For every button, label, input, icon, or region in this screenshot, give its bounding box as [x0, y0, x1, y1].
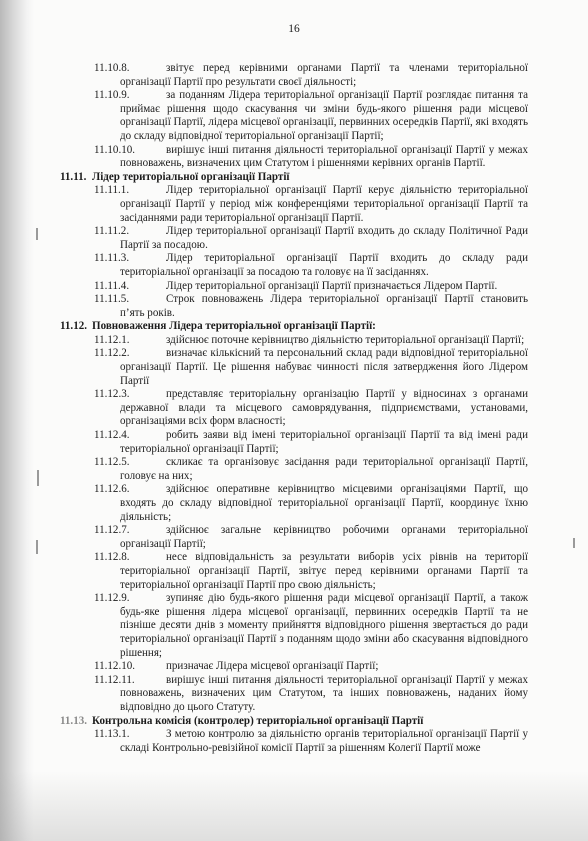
item-text: вирішує інші питання діяльності територіальної організації Партії у межах повноважень, визначених цим Статутом, та інших повноважень, наданих йому відповідно до цього Статуту. [120, 673, 528, 713]
item-number: 11.11. [60, 170, 87, 183]
item-text: звітує перед керівними органами Партії та членами територіальної організації Партії про результати своєї діяльності; [120, 62, 528, 88]
item-number: 11.13.1. [94, 728, 130, 741]
item-number: 11.12. [60, 320, 88, 333]
page-bottom-shadow [0, 771, 588, 841]
numbered-item [94, 293, 528, 320]
numbered-item [94, 673, 528, 715]
numbered-item [94, 728, 528, 755]
section-heading [60, 320, 588, 334]
item-number: 11.10.9. [94, 89, 130, 102]
item-text: здійснює оперативне керівництво місцевими організаціями Партії, що входять до складу відповідної територіальної організації Партії, координує їхню діяльність; [120, 483, 528, 523]
item-text: робить заяви від імені територіальної організації Партії та від імені ради територіальної організації Партії; [120, 429, 528, 455]
numbered-item [94, 551, 528, 592]
item-text: Повноваження Лідера територіальної організації Партії: [92, 320, 376, 333]
item-number: 11.12.4. [94, 429, 130, 442]
item-text: З метою контролю за діяльністю органів територіальної організації Партії у складі Контрольно-ревізійної комісії Партії за рішенням Колегії Партії може [120, 728, 528, 754]
item-text: вирішує інші питання діяльності територіальної організації Партії у межах повноважень, визначених цим Статутом і рішеннями керівних органів Партії. [120, 143, 528, 170]
item-text: Лідер територіальної організації Партії керує діяльністю територіальної організації Партії у період між конференціями територіальної організації Партії та засіданнями ради територіальної організації Партії. [120, 184, 528, 224]
numbered-item [94, 524, 528, 551]
item-text: несе відповідальність за результати виборів усіх рівнів на території територіальної організації Партії, звітує перед керівними органами Партії та територіальної організації Партії про свою діяльність; [120, 551, 528, 591]
item-text: Лідер територіальної організації Партії призначається Лідером Партії. [166, 279, 498, 292]
item-number: 11.12.1. [94, 333, 130, 346]
item-number: 11.12.9. [94, 592, 130, 605]
item-number: 11.13. [60, 714, 88, 727]
document-body [0, 62, 588, 755]
numbered-item [94, 333, 528, 348]
item-text: Лідер територіальної організації Партії входить до складу ради територіальної організації за посадою та головує на її засіданнях. [120, 252, 528, 278]
item-number: 11.12.7. [94, 524, 130, 537]
numbered-item [94, 592, 528, 660]
numbered-item [94, 660, 528, 674]
item-number: 11.11.4. [94, 279, 130, 292]
item-number: 11.10.8. [94, 62, 130, 74]
item-number: 11.12.3. [94, 388, 130, 401]
numbered-item [94, 143, 528, 171]
page-number: 16 [288, 23, 300, 35]
numbered-item [94, 252, 528, 279]
numbered-item [94, 279, 528, 294]
item-text: визначає кількісний та персональний склад ради відповідної територіальної організації Партії. Це рішення набуває чинності після затвердження його Лідером Партії [120, 347, 528, 387]
item-text: Лідер територіальної організації Партії входить до складу Політичної Ради Партії за посадою. [120, 225, 528, 251]
item-number: 11.12.6. [94, 483, 130, 496]
numbered-item [94, 456, 528, 483]
item-text: за поданням Лідера територіальної організації Партії розглядає питання та приймає рішення щодо скасування чи зміни будь-якого рішення ради місцевої організації Партії, лідера місцевої організації, первинних осередків Партії, які входять до складу відповідної територіальної організації Партії; [120, 89, 528, 142]
item-text: Лідер територіальної організації Партії [92, 170, 290, 183]
numbered-item [94, 225, 528, 252]
numbered-item [94, 184, 528, 225]
section-heading [60, 170, 588, 185]
item-number: 11.11.2. [94, 225, 130, 238]
section-heading [60, 714, 588, 729]
numbered-item [94, 483, 528, 524]
item-text: призначає Лідера місцевої організації Партії; [166, 660, 379, 673]
item-text: здійснює загальне керівництво робочими органами територіальної організації Партії; [120, 524, 528, 550]
item-number: 11.12.11. [94, 673, 135, 686]
numbered-item [94, 347, 528, 388]
item-number: 11.10.10. [94, 143, 136, 156]
item-text: здійснює поточне керівництво діяльністю територіальної організації Партії; [166, 333, 525, 346]
item-text: скликає та організовує засідання ради територіальної організації Партії, головує на них; [120, 456, 528, 482]
item-number: 11.12.8. [94, 551, 130, 564]
item-text: Контрольна комісія (контролер) територіальної організації Партії [92, 714, 424, 727]
numbered-item [94, 62, 528, 89]
item-text: представляє територіальну організацію Партії у відносинах з органами державної влади та місцевого самоврядування, підприємствами, установами, організаціями всіх форм власності; [120, 388, 528, 428]
item-number: 11.11.5. [94, 293, 130, 306]
numbered-item [94, 429, 528, 456]
numbered-item [94, 388, 528, 429]
numbered-item [94, 89, 528, 143]
item-number: 11.12.2. [94, 347, 130, 360]
item-number: 11.11.1. [94, 184, 130, 197]
item-number: 11.11.3. [94, 252, 130, 265]
item-text: зупиняє дію будь-якого рішення ради місцевої організації Партії, а також будь-яке рішення лідера місцевої організації, первинних осередків Партії та не пізніше десяти днів з моменту прийняття відповідного рішення звертається до ради територіальної організації Партії з поданням щодо зміни або скасування відповідного рішення; [120, 592, 528, 659]
item-number: 11.12.10. [94, 660, 136, 673]
item-text: Строк повноважень Лідера територіальної організації Партії становить п’ять років. [120, 293, 528, 319]
item-number: 11.12.5. [94, 456, 130, 469]
